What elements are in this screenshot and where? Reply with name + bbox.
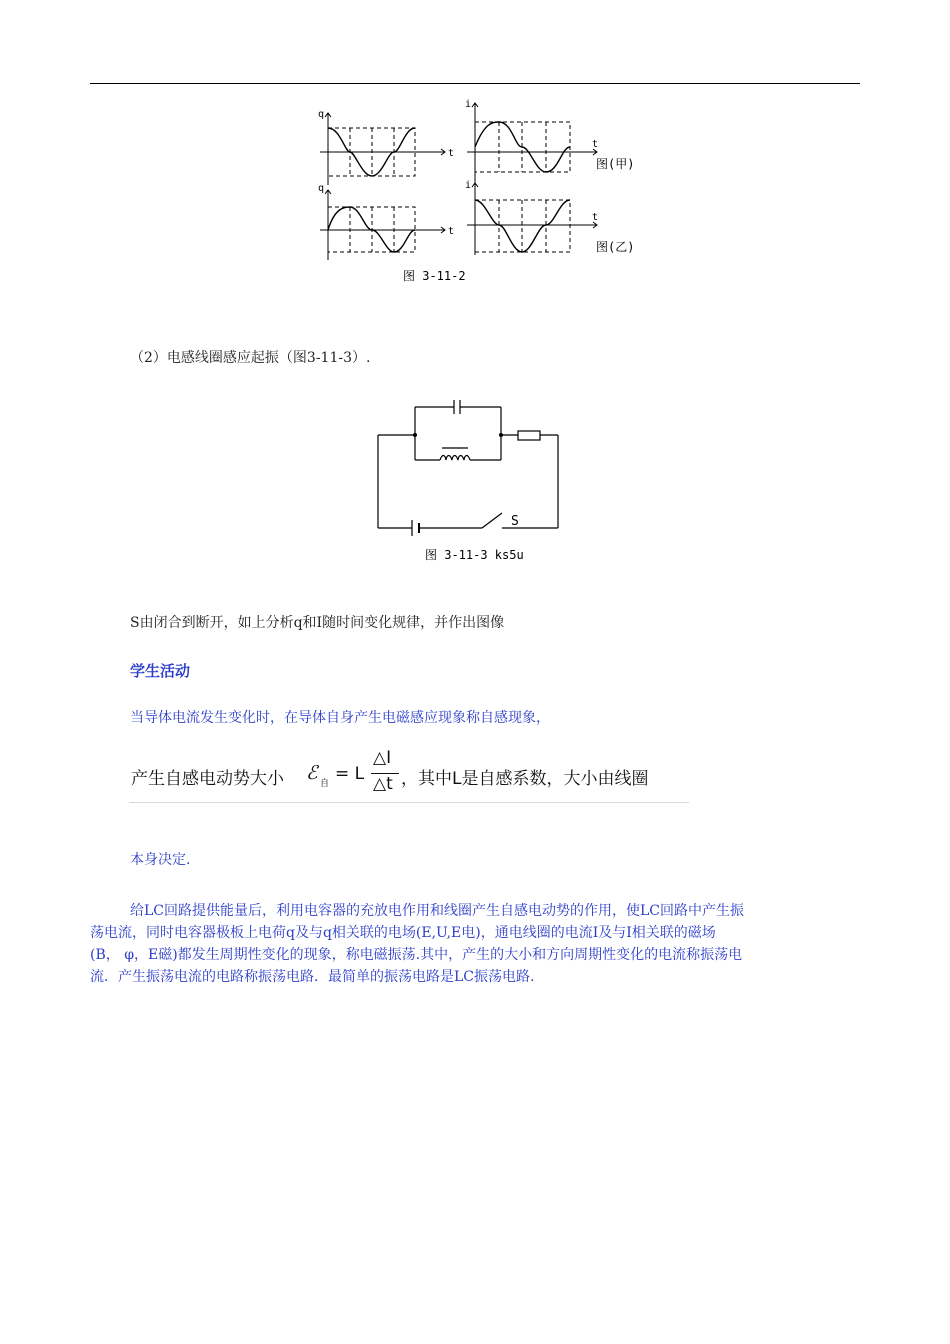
axis-label-i: i (465, 180, 472, 191)
section-heading: （2）电感线圈感应起振（图3-11-3）. (130, 350, 371, 366)
axis-label-q: q (318, 109, 325, 120)
activity-paragraph (90, 900, 870, 988)
formula (129, 748, 689, 803)
axis-label-t: t (592, 139, 599, 150)
figure-3-11-3 (370, 395, 570, 570)
paragraph-line: (B， φ，E磁)都发生周期性变化的现象，称电磁振荡.其中，产生的大小和方向周期性变化的电流称振荡电 (90, 947, 743, 963)
formula-equals: = L (335, 764, 365, 784)
paragraph-line: 流．产生振荡电流的电路称振荡电路．最简单的振荡电路是LC振荡电路. (90, 969, 535, 985)
axis-label-q: q (318, 183, 325, 194)
paragraph-line: 给LC回路提供能量后，利用电容器的充放电作用和线圈产生自感电动势的作用，使LC回路中产生振 (130, 903, 745, 919)
formula-suffix: ，其中L是自感系数，大小由线圈 (401, 769, 649, 789)
figure-3-11-2 (300, 95, 650, 290)
activity-line1: 当导体电流发生变化时，在导体自身产生电磁感应现象称自感现象， (130, 710, 550, 726)
formula-prefix: 产生自感电动势大小 (131, 769, 284, 789)
formula-denominator: △t (373, 774, 393, 794)
activity-title: 学生活动 (130, 662, 191, 680)
label-jia: 图(甲) (596, 157, 635, 171)
axis-label-t: t (592, 212, 599, 223)
emf-symbol: ℰ (306, 762, 318, 784)
header-rule (90, 83, 860, 84)
label-yi: 图(乙) (596, 240, 635, 254)
axis-label-t: t (448, 148, 455, 159)
figure-caption: 图 3-11-2 (403, 269, 466, 283)
paragraph-line: 荡电流，同时电容器极板上电荷q及与q相关联的电场(E,U,E电)，通电线圈的电流I及与I相关联的磁场 (90, 925, 716, 941)
figure-caption: 图 3-11-3 ks5u (425, 548, 524, 562)
axis-label-t: t (448, 226, 455, 237)
activity-line2: 本身决定. (130, 852, 191, 868)
formula-numerator: △I (373, 748, 392, 768)
emf-subscript: 自 (320, 779, 330, 789)
analysis-text: S由闭合到断开，如上分析q和I随时间变化规律，并作出图像 (130, 615, 505, 631)
switch-label: S (511, 514, 519, 529)
axis-label-i: i (465, 99, 472, 110)
